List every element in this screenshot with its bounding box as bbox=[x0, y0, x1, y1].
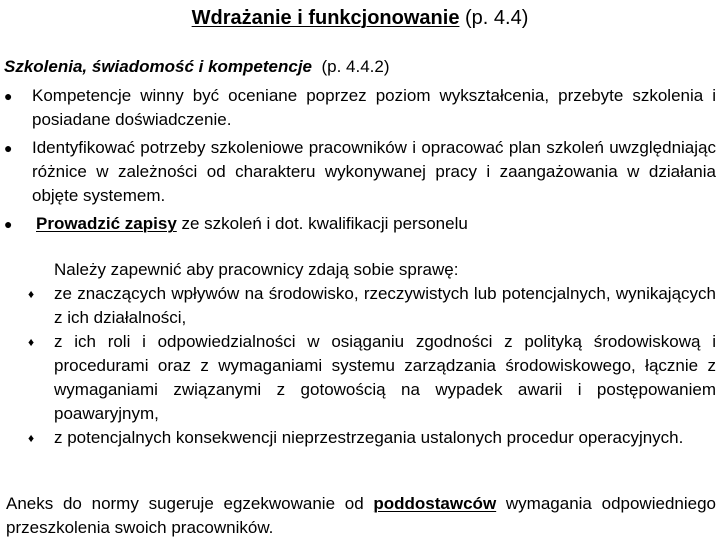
awareness-intro: Należy zapewnić aby pracownicy zdają sobie sprawę: bbox=[54, 260, 459, 279]
annex-before: Aneks do normy sugeruje egzekwowanie od bbox=[6, 494, 374, 513]
annex-after: wymagania odpowiedniego przeszkolenia swoich pracowników. bbox=[6, 494, 716, 537]
records-rest: ze szkoleń i dot. kwalifikacji personelu bbox=[176, 214, 468, 233]
annex-emphasis: poddostawców bbox=[373, 494, 497, 513]
diamond-bullet-icon: ♦ bbox=[28, 335, 35, 349]
section-heading-ref: (p. 4.4.2) bbox=[321, 57, 390, 76]
awareness-item-roles: z ich roli i odpowiedzialności w osiąganiu zgodności z polityką środowiskową i procedurami oraz z wymaganiami systemu zarządzania środowiskowego, łącznie z wymaganiami związanymi z gotowością na wypadek awarii i postępowaniem poawaryjnym, bbox=[54, 332, 716, 423]
slide-title-ref: (p. 4.4) bbox=[465, 7, 529, 29]
diamond-bullet-icon: ♦ bbox=[28, 431, 35, 445]
awareness-item-consequences: z potencjalnych konsekwencji nieprzestrzegania ustalonych procedur operacyjnych. bbox=[54, 428, 684, 447]
annex-note bbox=[6, 492, 716, 540]
bullet-dot-icon: ● bbox=[4, 140, 13, 156]
awareness-item-impacts: ze znaczących wpływów na środowisko, rzeczywistych lub potencjalnych, wynikających z ich działalności, bbox=[54, 284, 716, 327]
bullet-records bbox=[36, 212, 716, 236]
section-heading-main: Szkolenia, świadomość i kompetencje bbox=[4, 57, 312, 76]
slide-title bbox=[0, 6, 720, 30]
bullet-dot-icon: ● bbox=[4, 88, 13, 104]
bullet-training-needs: Identyfikować potrzeby szkoleniowe pracowników i opracować plan szkoleń uwzględniając różnice w zależności od charakteru wykonywanej pracy i zaangażowania w działania objęte systemem. bbox=[32, 138, 716, 205]
records-emphasis: Prowadzić zapisy bbox=[36, 214, 177, 233]
slide-title-main: Wdrażanie i funkcjonowanie bbox=[191, 7, 460, 29]
bullet-competences: Kompetencje winny być oceniane poprzez poziom wykształcenia, przebyte szkolenia i posiadane doświadczenie. bbox=[32, 86, 716, 129]
diamond-bullet-icon: ♦ bbox=[28, 287, 35, 301]
bullet-dot-icon: ● bbox=[4, 216, 13, 232]
section-heading bbox=[4, 56, 390, 78]
